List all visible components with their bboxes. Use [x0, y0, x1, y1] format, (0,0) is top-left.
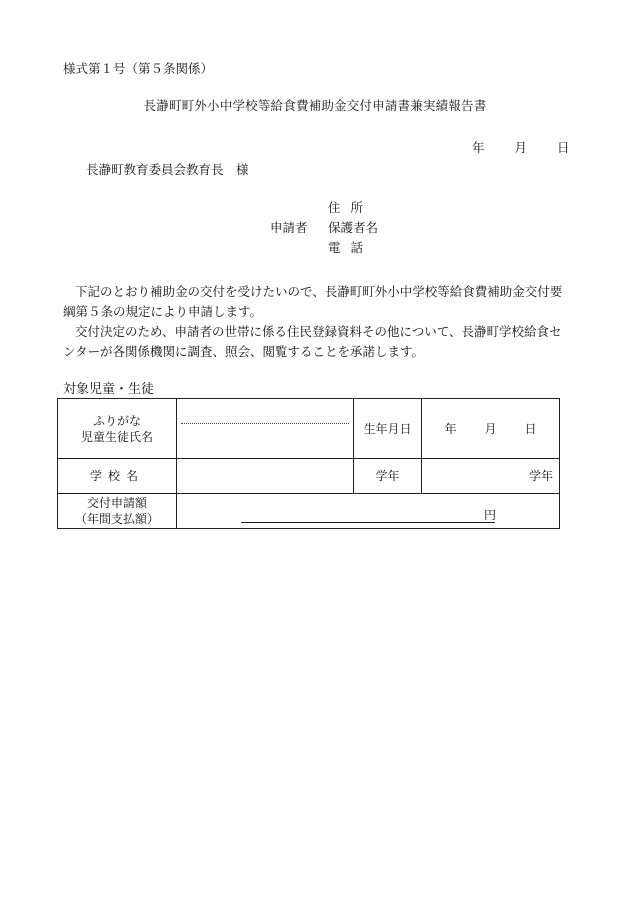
- grade-label: 学年: [354, 459, 422, 494]
- date-day-label: 日: [557, 140, 570, 155]
- student-name-field[interactable]: [177, 399, 354, 459]
- section-label: 対象児童・生徒: [63, 382, 155, 397]
- applicant-block: [270, 202, 470, 262]
- date-line: [472, 142, 570, 155]
- body-text: [63, 282, 573, 362]
- body-paragraph-2: 交付決定のため、申請者の世帯に係る住民登録資料その他について、長瀞町学校給食センターが各関係機関に調査、照会、閲覧することを承諾します。: [63, 324, 562, 359]
- amount-label-cell: [58, 494, 177, 529]
- date-month-label: 月: [514, 140, 528, 155]
- addressee: 長瀞町教育委員会教育長 様: [86, 162, 249, 177]
- annual-payment-label: （年間支払額）: [74, 512, 159, 526]
- guardian-name-label: 保護者名: [328, 220, 379, 235]
- phone-label: 電話: [328, 240, 374, 255]
- target-student-table: [57, 398, 560, 529]
- furigana-divider: [181, 423, 349, 424]
- name-label-cell: [58, 399, 177, 459]
- grade-suffix: 学年: [528, 469, 553, 483]
- form-number: 様式第１号（第５条関係）: [63, 61, 214, 76]
- body-paragraph-1: 下記のとおり補助金の交付を受けたいので、長瀞町町外小中学校等給食費補助金交付要綱第５条の規定により申請します。: [63, 284, 563, 319]
- school-name-field[interactable]: [177, 459, 354, 494]
- date-year-label: 年: [472, 140, 485, 155]
- address-label: 住所: [328, 200, 374, 215]
- amount-field[interactable]: [177, 494, 560, 529]
- dob-field[interactable]: [422, 399, 560, 459]
- dob-day-label: 日: [524, 421, 537, 436]
- document-title: 長瀞町町外小中学校等給食費補助金交付申請書兼実績報告書: [143, 98, 487, 113]
- school-name-label: 学校名: [58, 459, 177, 494]
- amount-label: 交付申請額: [86, 496, 147, 510]
- dob-year-label: 年: [444, 421, 457, 436]
- amount-underline: [241, 522, 495, 523]
- grade-field[interactable]: [422, 459, 560, 494]
- applicant-label: 申請者: [270, 220, 308, 235]
- dob-month-label: 月: [484, 421, 497, 436]
- yen-label: 円: [484, 508, 497, 522]
- student-name-label: 児童生徒氏名: [80, 429, 153, 444]
- furigana-label: ふりがな: [92, 413, 141, 428]
- dob-label: 生年月日: [354, 399, 422, 459]
